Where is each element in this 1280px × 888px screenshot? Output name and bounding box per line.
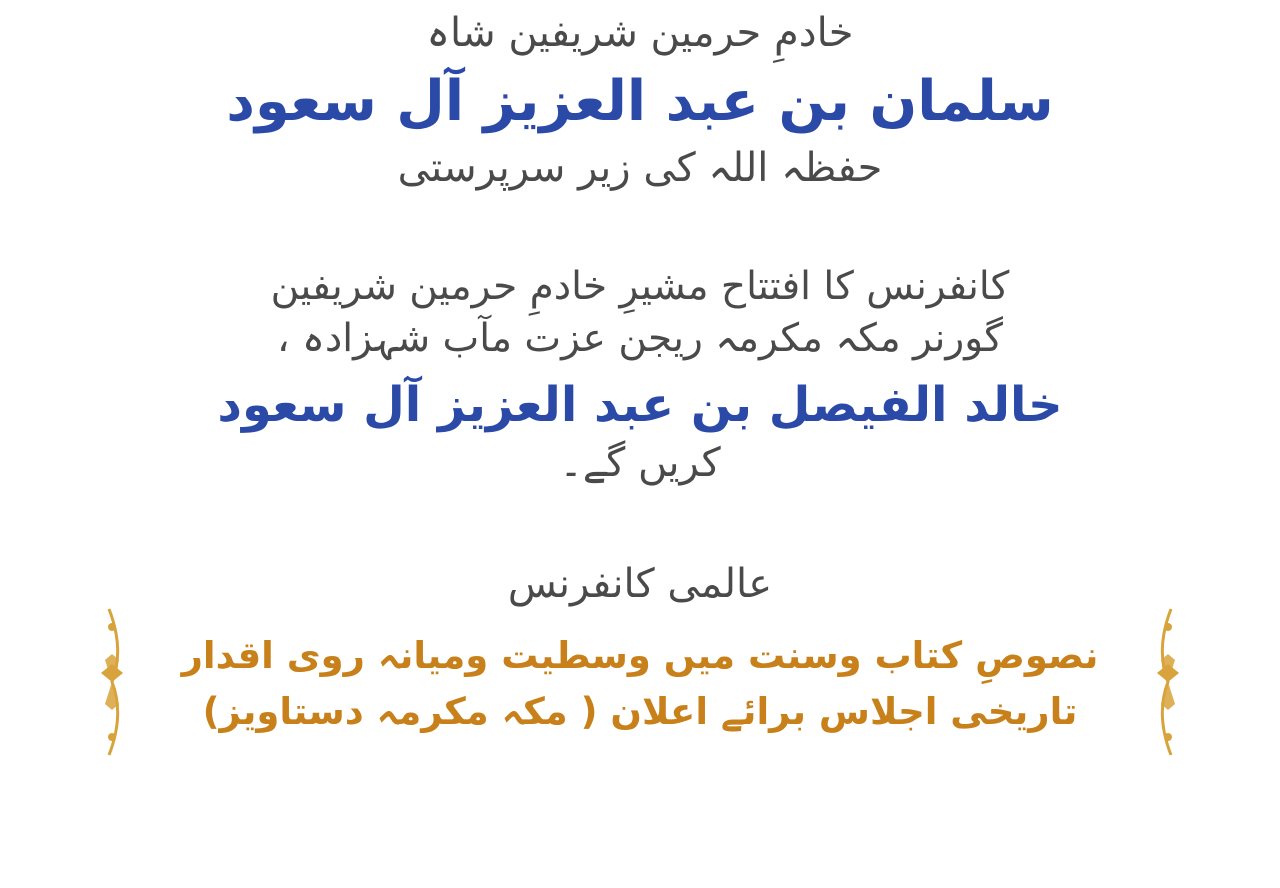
- patronage-title-line: خادمِ حرمین شریفین شاہ: [426, 10, 854, 56]
- inauguration-block: [0, 261, 1280, 487]
- decorative-flourish-icon: [1138, 607, 1184, 757]
- inauguration-royal-name: خالد الفیصل بن عبد العزیز آل سعود: [217, 377, 1063, 434]
- conference-title-wrap: [0, 624, 1280, 739]
- patronage-honorific-line: حفظہ اللہ کی زیر سرپرستی: [397, 144, 883, 191]
- inauguration-tail-line: کریں گے۔: [559, 440, 721, 487]
- inauguration-line-1: کانفرنس کا افتتاح مشیرِ خادمِ حرمین شریفین: [270, 263, 1010, 309]
- conference-block: [0, 558, 1280, 739]
- conference-kicker: عالمی کانفرنس: [507, 561, 773, 608]
- inauguration-line-2: گورنر مکہ مکرمہ ریجن عزت مآب شہزادہ ،: [277, 316, 1003, 362]
- patronage-royal-name: سلمان بن عبد العزیز آل سعود: [226, 69, 1054, 134]
- conference-title-line-1: نصوصِ کتاب وسنت میں وسطیت ومیانہ روی اقدار: [181, 634, 1099, 678]
- decorative-flourish-icon: [96, 607, 142, 757]
- conference-title-line-2: تاریخی اجلاس برائے اعلان ( مکہ مکرمہ دستاویز): [202, 689, 1078, 733]
- patronage-block: [0, 0, 1280, 195]
